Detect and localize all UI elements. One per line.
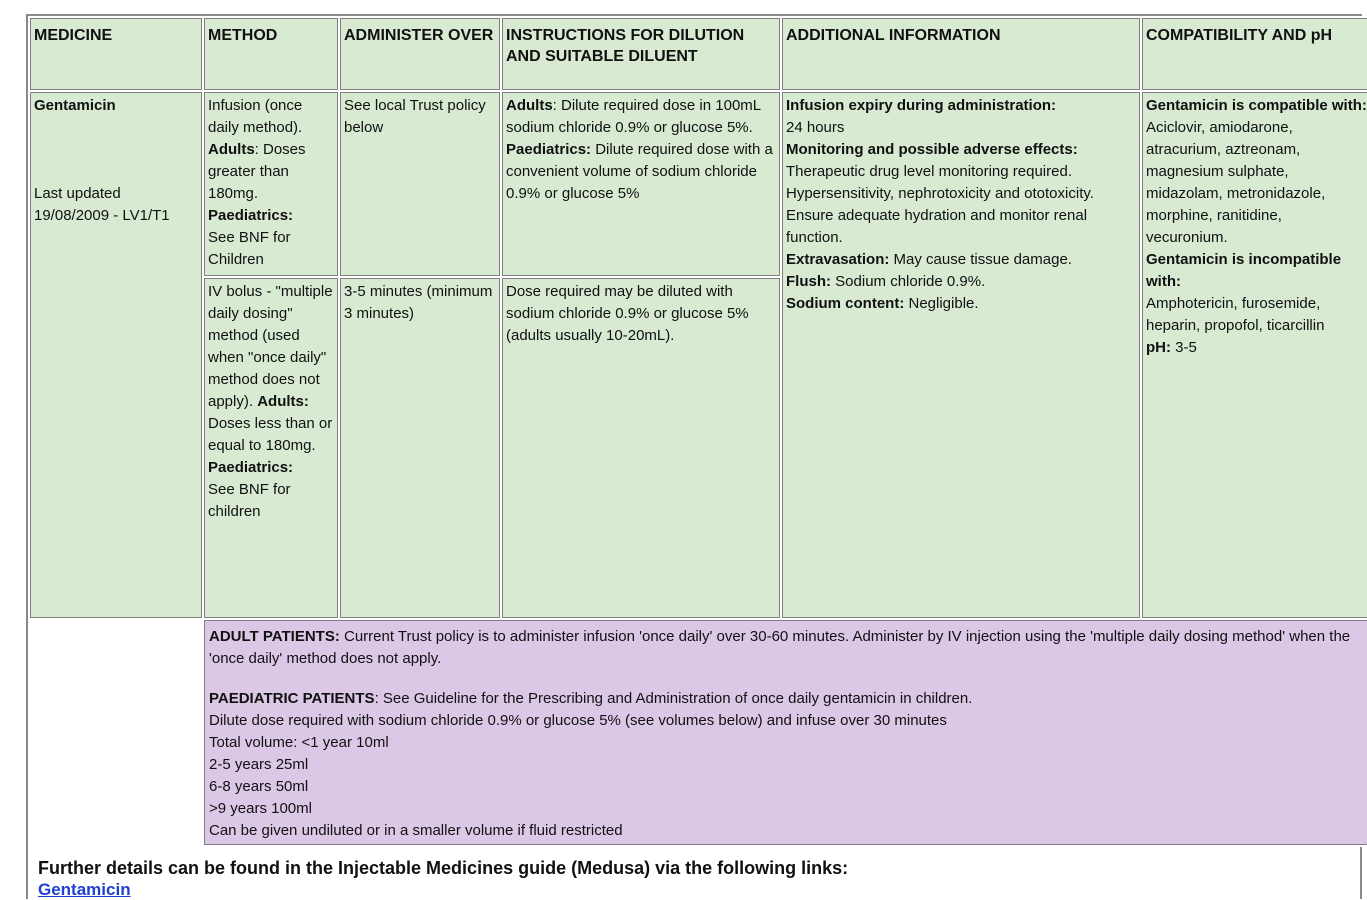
flush-label: Flush:	[786, 273, 831, 290]
header-method: METHOD	[204, 18, 338, 90]
monitoring-label: Monitoring and possible adverse effects:	[786, 141, 1078, 158]
sodium-label: Sodium content:	[786, 295, 905, 312]
method-bolus-cell	[204, 278, 338, 618]
incompatible-text: Amphotericin, furosemide, heparin, propofol, ticarcillin	[1146, 295, 1325, 334]
method-intro: IV bolus - "multiple daily dosing" method (used when "once daily" method does not apply).	[208, 283, 333, 410]
volume-line: 2-5 years 25ml	[209, 756, 309, 773]
method-paeds-label: Paediatrics:	[208, 207, 294, 224]
monitoring-text: Therapeutic drug level monitoring required. Hypersensitivity, nephrotoxicity and ototoxicity. Ensure adequate hydration and monitor renal function.	[786, 163, 1094, 246]
sodium-text: Negligible.	[904, 295, 979, 312]
dilution-adults-label: Adults	[506, 97, 553, 114]
policy-row	[30, 620, 1367, 845]
ph-label: pH:	[1146, 339, 1171, 356]
extravasation-text: May cause tissue damage.	[889, 251, 1072, 268]
method-paeds-text: See BNF for Children	[208, 229, 291, 268]
paediatric-patients-text: : See Guideline for the Prescribing and Administration of once daily gentamicin in children.	[374, 690, 973, 707]
administer-infusion-cell: See local Trust policy below	[340, 92, 500, 276]
header-medicine: MEDICINE	[30, 18, 202, 90]
paediatric-patients-label: PAEDIATRIC PATIENTS	[209, 690, 375, 707]
dilution-infusion-cell	[502, 92, 780, 276]
extravasation-label: Extravasation:	[786, 251, 890, 268]
method-adults-text: : Doses greater than 180mg.	[208, 141, 306, 202]
method-infusion-cell	[204, 92, 338, 276]
dilute-line: Dilute dose required with sodium chloride 0.9% or glucose 5% (see volumes below) and infuse over 30 minutes	[209, 712, 947, 729]
dilution-paeds-text: Dilute required dose with a convenient volume of sodium chloride 0.9% or glucose 5%	[506, 141, 773, 202]
medicine-cell	[30, 92, 202, 618]
ph-text: 3-5	[1171, 339, 1197, 356]
volume-line: >9 years 100ml	[209, 800, 312, 817]
method-adults-text: Doses less than or equal to 180mg.	[208, 415, 333, 454]
policy-spacer	[30, 620, 202, 845]
incompatible-label: Gentamicin is incompatible with:	[1146, 251, 1342, 290]
additional-info-cell	[782, 92, 1140, 618]
medicine-table	[28, 16, 1367, 847]
method-adults-label: Adults	[208, 141, 255, 158]
header-additional-info: ADDITIONAL INFORMATION	[782, 18, 1140, 90]
last-updated-label: Last updated	[34, 185, 121, 202]
method-paeds-label: Paediatrics:	[208, 459, 294, 476]
dilution-bolus-cell: Dose required may be diluted with sodium chloride 0.9% or glucose 5% (adults usually 10-20mL).	[502, 278, 780, 618]
medicine-name: Gentamicin	[34, 97, 116, 114]
expiry-label: Infusion expiry during administration:	[786, 97, 1057, 114]
compatibility-cell	[1142, 92, 1367, 618]
header-instructions: INSTRUCTIONS FOR DILUTION AND SUITABLE DILUENT	[502, 18, 780, 90]
expiry-text: 24 hours	[786, 119, 845, 136]
compatible-label: Gentamicin is compatible with:	[1146, 97, 1367, 114]
method-paeds-text: See BNF for children	[208, 481, 291, 520]
flush-text: Sodium chloride 0.9%.	[831, 273, 986, 290]
table-row	[30, 92, 1367, 276]
gentamicin-link[interactable]: Gentamicin	[38, 880, 131, 899]
header-administer-over: ADMINISTER OVER	[340, 18, 500, 90]
administer-bolus-cell: 3-5 minutes (minimum 3 minutes)	[340, 278, 500, 618]
trust-policy-cell	[204, 620, 1367, 845]
method-intro: Infusion (once daily method).	[208, 97, 303, 136]
monograph-container	[26, 14, 1367, 899]
header-compatibility: COMPATIBILITY AND pH	[1142, 18, 1367, 90]
dilution-adults-text: : Dilute required dose in 100mL sodium chloride 0.9% or glucose 5%.	[506, 97, 761, 136]
last-updated-value: 19/08/2009 - LV1/T1	[34, 207, 170, 224]
header-row	[30, 18, 1367, 90]
volume-line: Total volume: <1 year 10ml	[209, 734, 389, 751]
compatible-text: Aciclovir, amiodarone, atracurium, aztreonam, magnesium sulphate, midazolam, metronidazole, morphine, ranitidine, vecuronium.	[1146, 119, 1326, 246]
dilution-paeds-label: Paediatrics:	[506, 141, 592, 158]
adult-patients-label: ADULT PATIENTS:	[209, 628, 340, 645]
volume-line: Can be given undiluted or in a smaller volume if fluid restricted	[209, 822, 623, 839]
further-details-text: Further details can be found in the Injectable Medicines guide (Medusa) via the following links:	[38, 858, 849, 878]
volume-line: 6-8 years 50ml	[209, 778, 309, 795]
adult-patients-text: Current Trust policy is to administer infusion 'once daily' over 30-60 minutes. Administer by IV injection using the 'multiple daily dosing method' when the 'once daily' method does not apply.	[209, 628, 1351, 667]
method-adults-label: Adults:	[257, 393, 309, 410]
